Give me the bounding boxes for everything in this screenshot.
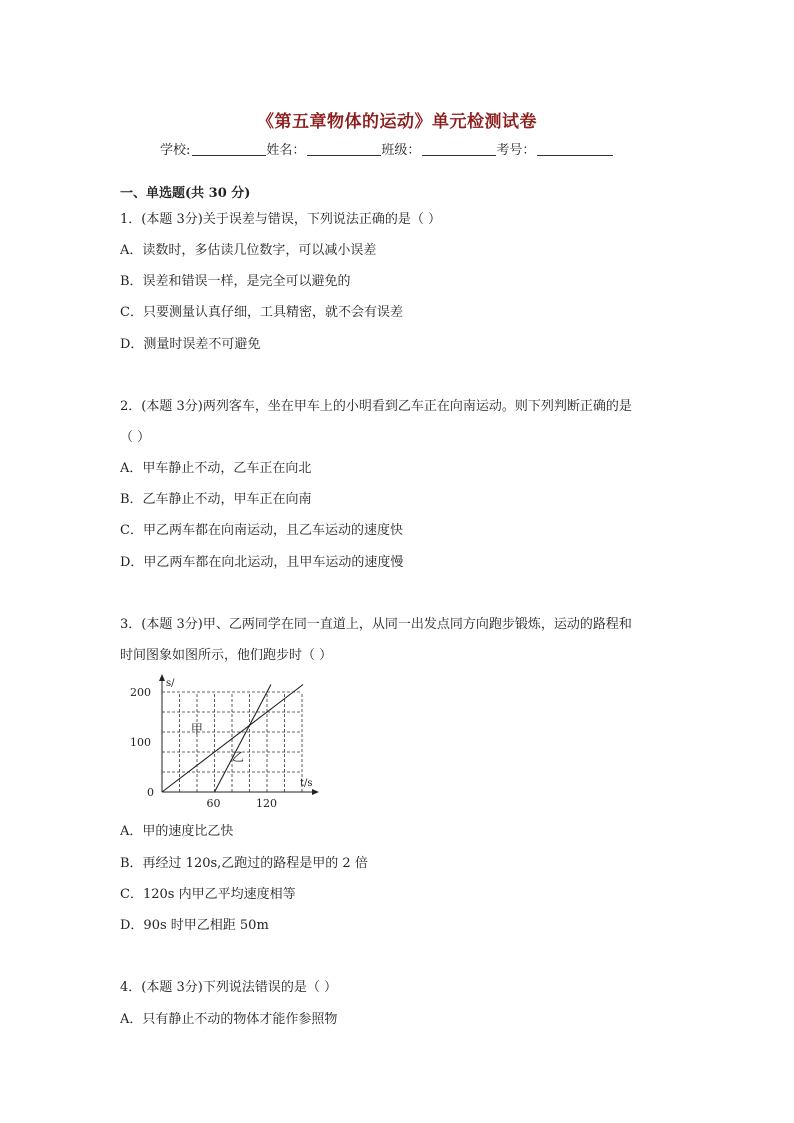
question-3-stem-cont: 时间图象如图所示，他们跑步时（ ） — [120, 648, 333, 663]
chart-grid — [162, 692, 302, 792]
chart-series — [162, 685, 303, 793]
chart-labels — [130, 678, 313, 807]
student-info-row — [160, 139, 613, 158]
school-blank[interactable] — [192, 143, 266, 156]
tick-label-y: 200 — [130, 686, 151, 699]
question-1-option-b[interactable]: B．误差和错误一样，是完全可以避免的 — [120, 274, 351, 289]
question-3-stem: 3．(本题 3分)甲、乙两同学在同一直道上，从同一出发点同方向跑步锻炼，运动的路程和 — [120, 617, 632, 632]
question-4-stem: 4．(本题 3分)下列说法错误的是（ ） — [120, 980, 337, 995]
exam-no-blank[interactable] — [537, 143, 613, 156]
tick-label-origin: 0 — [147, 786, 154, 799]
question-3-option-c[interactable]: C．120s 内甲乙平均速度相等 — [120, 887, 296, 902]
question-2-option-d[interactable]: D．甲乙两车都在向北运动，且甲车运动的速度慢 — [120, 555, 404, 570]
series-line-yi — [215, 685, 271, 793]
question-3-option-d[interactable]: D．90s 时甲乙相距 50m — [120, 918, 269, 933]
name-label: 姓名： — [266, 143, 306, 158]
series-line-jia — [162, 685, 303, 793]
series-label-yi: 乙 — [232, 750, 245, 764]
tick-label-y: 100 — [130, 736, 151, 749]
class-blank[interactable] — [422, 143, 496, 156]
question-1-option-c[interactable]: C．只要测量认真仔细，工具精密，就不会有误差 — [120, 305, 403, 320]
name-blank[interactable] — [307, 143, 381, 156]
distance-time-chart — [128, 672, 328, 807]
question-2-option-a[interactable]: A．甲车静止不动，乙车正在向北 — [120, 461, 312, 476]
question-2-stem-cont: （ ） — [120, 430, 151, 445]
class-label: 班级： — [381, 143, 421, 158]
x-axis-label: t/s — [300, 778, 313, 789]
tick-label-x: 60 — [206, 797, 221, 807]
exam-no-label: 考号： — [496, 143, 536, 158]
question-2-stem: 2．(本题 3分)两列客车，坐在甲车上的小明看到乙车正在向南运动。则下列判断正确的是 — [120, 399, 632, 414]
school-label: 学校: — [160, 143, 191, 158]
y-axis-arrow — [159, 674, 165, 681]
question-3-option-a[interactable]: A．甲的速度比乙快 — [120, 824, 234, 839]
tick-label-x: 120 — [256, 797, 277, 807]
series-label-jia: 甲 — [190, 722, 203, 736]
y-axis-label: s/ — [166, 678, 175, 689]
exam-title: 《第五章物体的运动》单元检测试卷 — [257, 112, 537, 132]
question-2-option-b[interactable]: B．乙车静止不动，甲车正在向南 — [120, 492, 312, 507]
question-2-option-c[interactable]: C．甲乙两车都在向南运动，且乙车运动的速度快 — [120, 523, 403, 538]
section-title: 一、单选题(共 30 分) — [120, 186, 251, 201]
question-1-option-d[interactable]: D．测量时误差不可避免 — [120, 337, 261, 352]
question-1-option-a[interactable]: A．读数时，多估读几位数字，可以减小误差 — [120, 243, 377, 258]
x-axis-arrow — [312, 789, 319, 795]
question-4-option-a[interactable]: A．只有静止不动的物体才能作参照物 — [120, 1012, 338, 1027]
question-3-option-b[interactable]: B．再经过 120s,乙跑过的路程是甲的 2 倍 — [120, 856, 368, 871]
question-1-stem: 1．(本题 3分)关于误差与错误，下列说法正确的是（ ） — [120, 212, 441, 227]
